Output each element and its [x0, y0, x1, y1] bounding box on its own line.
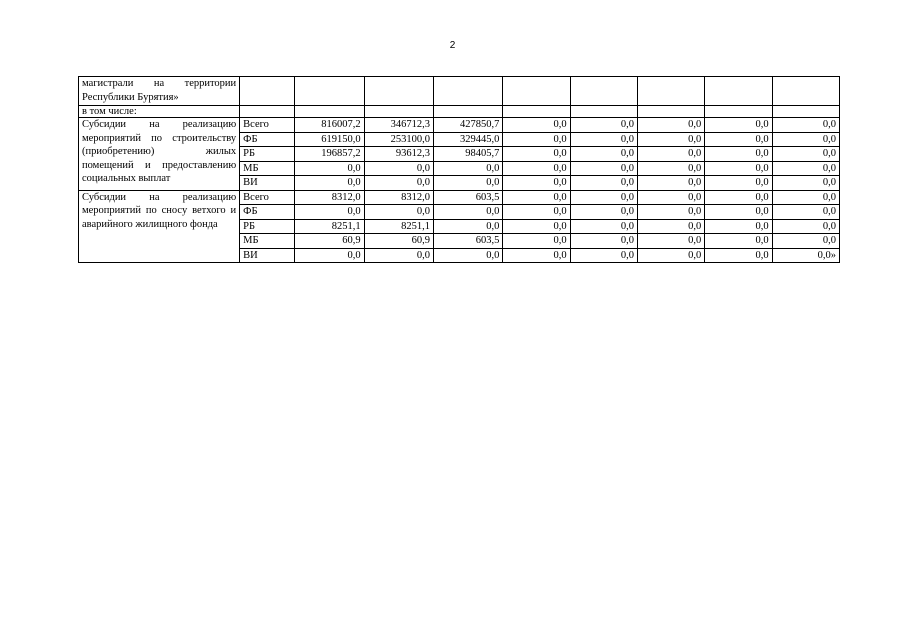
value-cell: 60,9	[295, 234, 364, 249]
funding-source: ФБ	[240, 132, 295, 147]
empty-cell	[240, 106, 295, 118]
value-cell: 0,0	[637, 118, 704, 133]
empty-cell	[295, 106, 364, 118]
value-cell: 0,0	[570, 161, 637, 176]
value-cell: 0,0	[637, 205, 704, 220]
empty-cell	[705, 106, 772, 118]
value-cell: 0,0	[705, 176, 772, 191]
value-cell: 0,0	[637, 176, 704, 191]
empty-cell	[433, 106, 502, 118]
value-cell: 0,0	[570, 176, 637, 191]
value-cell: 0,0	[364, 161, 433, 176]
value-cell: 0,0	[503, 219, 570, 234]
empty-cell	[570, 106, 637, 118]
empty-cell	[705, 77, 772, 106]
group-description: Субсидии на реализацию мероприятий по строительству (приобретению) жилых помещений и предоставлению социальных выплат	[79, 118, 240, 191]
value-cell: 0,0	[705, 132, 772, 147]
value-cell: 0,0	[503, 205, 570, 220]
value-cell: 0,0	[705, 147, 772, 162]
value-cell: 0,0	[503, 248, 570, 263]
value-cell: 0,0	[503, 147, 570, 162]
value-cell: 0,0	[772, 118, 839, 133]
value-cell: 93612,3	[364, 147, 433, 162]
value-cell: 0,0	[637, 161, 704, 176]
empty-cell	[503, 77, 570, 106]
value-cell: 0,0	[772, 234, 839, 249]
value-cell: 346712,3	[364, 118, 433, 133]
table-row	[79, 118, 840, 133]
row-description: магистрали на территории Республики Бурятия»	[79, 77, 240, 106]
value-cell: 0,0	[705, 219, 772, 234]
value-cell: 8312,0	[364, 190, 433, 205]
funding-source: Всего	[240, 118, 295, 133]
group-description: Субсидии на реализацию мероприятий по сносу ветхого и аварийного жилищного фонда	[79, 190, 240, 263]
value-cell: 603,5	[433, 234, 502, 249]
value-cell: 0,0	[433, 205, 502, 220]
value-cell: 0,0	[705, 190, 772, 205]
value-cell: 619150,0	[295, 132, 364, 147]
value-cell: 253100,0	[364, 132, 433, 147]
funding-source: ФБ	[240, 205, 295, 220]
empty-cell	[295, 77, 364, 106]
value-cell: 0,0	[570, 248, 637, 263]
empty-cell	[637, 77, 704, 106]
table-row	[79, 77, 840, 106]
value-cell: 0,0	[364, 176, 433, 191]
value-cell: 0,0	[772, 132, 839, 147]
value-cell: 8251,1	[364, 219, 433, 234]
funding-source: Всего	[240, 190, 295, 205]
value-cell: 8251,1	[295, 219, 364, 234]
value-cell: 0,0	[637, 190, 704, 205]
value-cell: 0,0	[433, 248, 502, 263]
value-cell: 0,0	[772, 176, 839, 191]
table-row	[79, 190, 840, 205]
table-row	[79, 106, 840, 118]
value-cell: 0,0	[433, 176, 502, 191]
funding-source: ВИ	[240, 176, 295, 191]
budget-table	[78, 76, 840, 263]
empty-cell	[637, 106, 704, 118]
value-cell: 0,0	[570, 132, 637, 147]
value-cell: 0,0»	[772, 248, 839, 263]
value-cell: 196857,2	[295, 147, 364, 162]
value-cell: 0,0	[570, 234, 637, 249]
value-cell: 0,0	[364, 248, 433, 263]
value-cell: 0,0	[570, 190, 637, 205]
value-cell: 0,0	[637, 132, 704, 147]
funding-source: РБ	[240, 147, 295, 162]
value-cell: 0,0	[433, 161, 502, 176]
value-cell: 0,0	[503, 132, 570, 147]
value-cell: 0,0	[295, 248, 364, 263]
empty-cell	[364, 106, 433, 118]
value-cell: 0,0	[570, 205, 637, 220]
funding-source: РБ	[240, 219, 295, 234]
empty-cell	[433, 77, 502, 106]
funding-source: МБ	[240, 234, 295, 249]
value-cell: 0,0	[295, 176, 364, 191]
value-cell: 0,0	[705, 118, 772, 133]
value-cell: 0,0	[570, 219, 637, 234]
value-cell: 0,0	[503, 161, 570, 176]
value-cell: 0,0	[705, 205, 772, 220]
value-cell: 0,0	[772, 219, 839, 234]
value-cell: 0,0	[295, 161, 364, 176]
value-cell: 0,0	[705, 248, 772, 263]
value-cell: 0,0	[364, 205, 433, 220]
value-cell: 0,0	[570, 147, 637, 162]
page-number: 2	[449, 40, 456, 51]
value-cell: 329445,0	[433, 132, 502, 147]
value-cell: 0,0	[503, 176, 570, 191]
empty-cell	[503, 106, 570, 118]
value-cell: 0,0	[503, 190, 570, 205]
value-cell: 98405,7	[433, 147, 502, 162]
row-description: в том числе:	[79, 106, 240, 118]
value-cell: 0,0	[570, 118, 637, 133]
funding-source: ВИ	[240, 248, 295, 263]
value-cell: 0,0	[637, 219, 704, 234]
value-cell: 8312,0	[295, 190, 364, 205]
value-cell: 0,0	[772, 205, 839, 220]
value-cell: 0,0	[503, 234, 570, 249]
value-cell: 816007,2	[295, 118, 364, 133]
value-cell: 0,0	[705, 161, 772, 176]
empty-cell	[240, 77, 295, 106]
value-cell: 0,0	[772, 147, 839, 162]
value-cell: 603,5	[433, 190, 502, 205]
value-cell: 60,9	[364, 234, 433, 249]
value-cell: 0,0	[637, 234, 704, 249]
empty-cell	[772, 77, 839, 106]
value-cell: 0,0	[772, 161, 839, 176]
empty-cell	[570, 77, 637, 106]
value-cell: 0,0	[295, 205, 364, 220]
value-cell: 0,0	[637, 248, 704, 263]
value-cell: 0,0	[705, 234, 772, 249]
value-cell: 0,0	[772, 190, 839, 205]
funding-source: МБ	[240, 161, 295, 176]
value-cell: 0,0	[433, 219, 502, 234]
empty-cell	[364, 77, 433, 106]
empty-cell	[772, 106, 839, 118]
value-cell: 427850,7	[433, 118, 502, 133]
value-cell: 0,0	[637, 147, 704, 162]
value-cell: 0,0	[503, 118, 570, 133]
